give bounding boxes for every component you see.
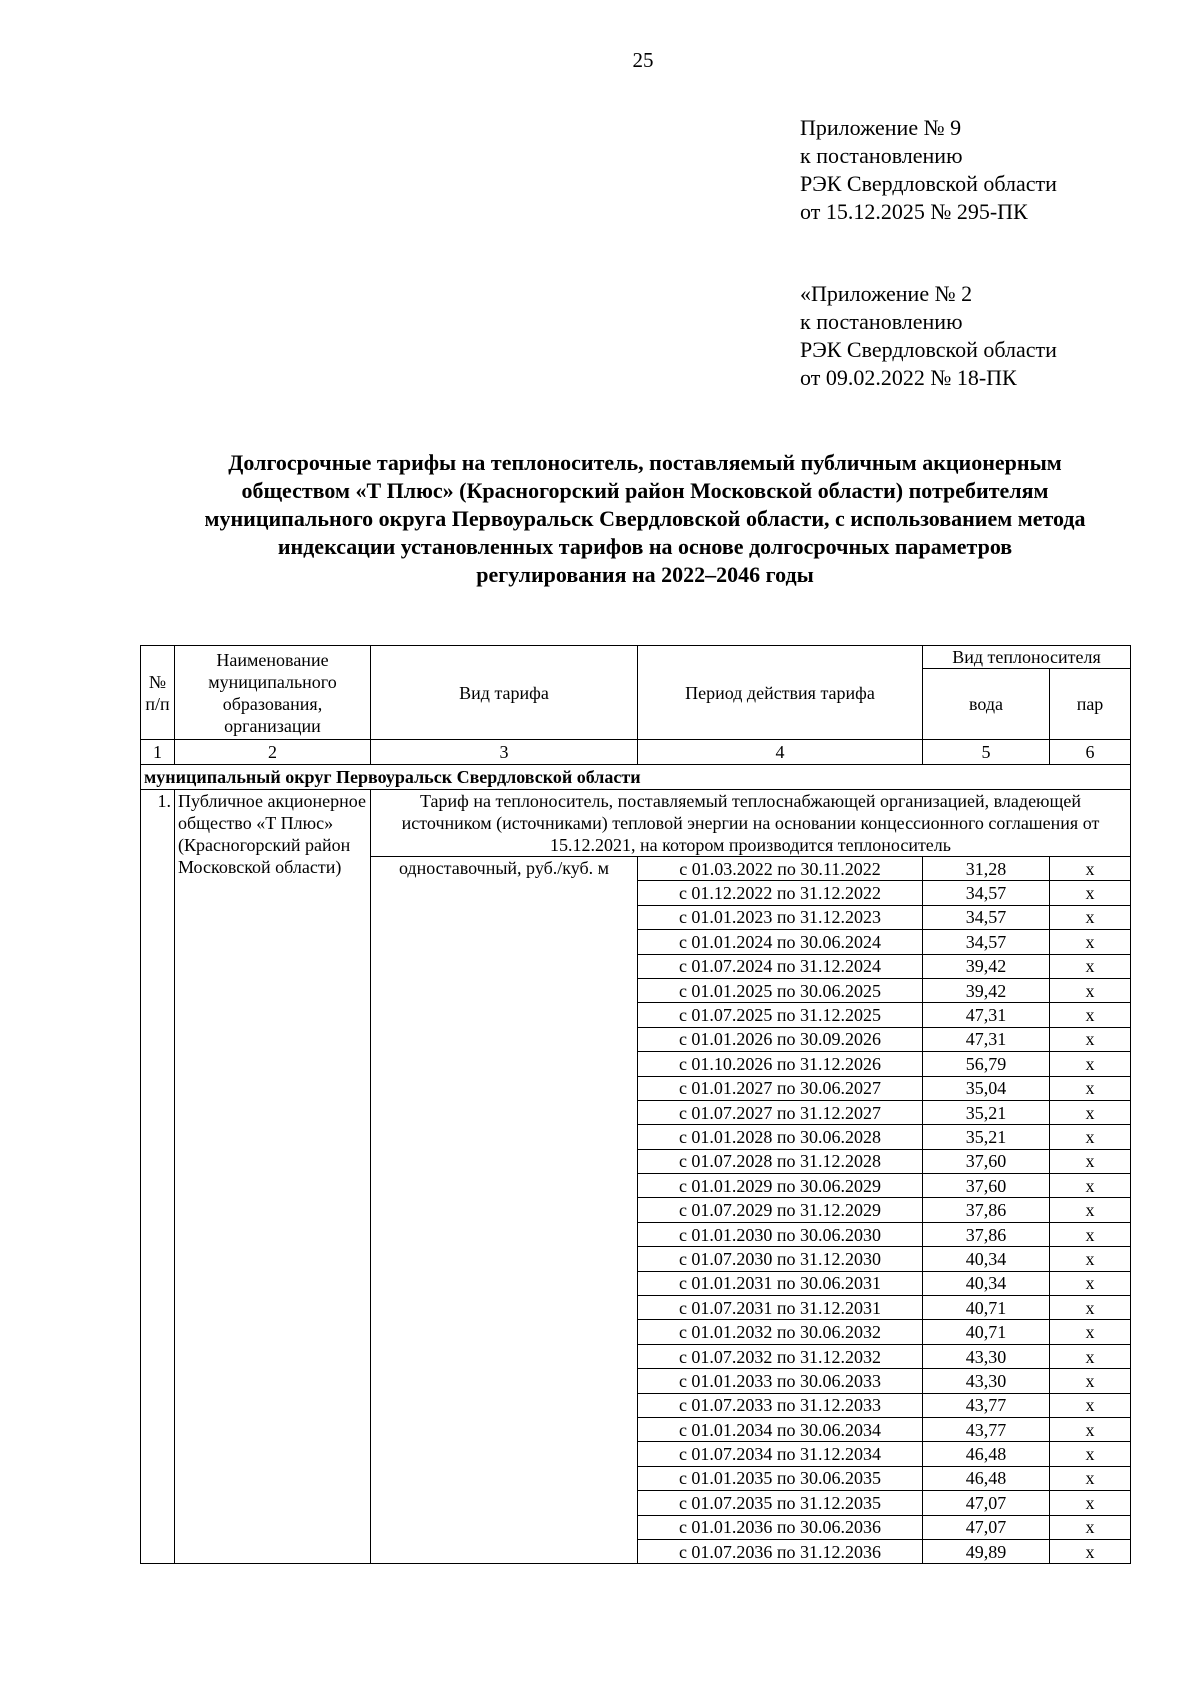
header-water: вода xyxy=(923,669,1050,740)
water-value: 35,04 xyxy=(923,1076,1050,1100)
column-number: 1 xyxy=(141,740,175,765)
column-number: 5 xyxy=(923,740,1050,765)
water-value: 31,28 xyxy=(923,857,1050,881)
header-steam: пар xyxy=(1050,669,1131,740)
steam-value: х xyxy=(1050,1296,1131,1320)
page-number: 25 xyxy=(632,48,654,72)
steam-value: х xyxy=(1050,930,1131,954)
period-cell: с 01.01.2025 по 30.06.2025 xyxy=(638,978,923,1002)
period-cell: с 01.07.2028 по 31.12.2028 xyxy=(638,1149,923,1173)
appendix-original-block xyxy=(800,280,1057,392)
water-value: 39,42 xyxy=(923,954,1050,978)
period-cell: с 01.01.2034 по 30.06.2034 xyxy=(638,1417,923,1441)
period-cell: с 01.07.2031 по 31.12.2031 xyxy=(638,1296,923,1320)
water-value: 43,77 xyxy=(923,1393,1050,1417)
period-cell: с 01.07.2029 по 31.12.2029 xyxy=(638,1198,923,1222)
period-cell: с 01.01.2035 по 30.06.2035 xyxy=(638,1466,923,1490)
steam-value: х xyxy=(1050,1222,1131,1246)
appendix-current-line: к постановлению xyxy=(800,143,963,168)
water-value: 37,86 xyxy=(923,1198,1050,1222)
header-kind: Вид тарифа xyxy=(371,646,638,740)
steam-value: х xyxy=(1050,954,1131,978)
period-cell: с 01.03.2022 по 30.11.2022 xyxy=(638,857,923,881)
column-number-row xyxy=(141,740,1131,765)
steam-value: х xyxy=(1050,1174,1131,1198)
steam-value: х xyxy=(1050,1417,1131,1441)
steam-value: х xyxy=(1050,1100,1131,1124)
period-cell: с 01.07.2025 по 31.12.2025 xyxy=(638,1003,923,1027)
water-value: 43,30 xyxy=(923,1369,1050,1393)
period-cell: с 01.01.2027 по 30.06.2027 xyxy=(638,1076,923,1100)
region-name: муниципальный округ Первоуральск Свердловской области xyxy=(141,765,1131,790)
period-cell: с 01.01.2026 по 30.09.2026 xyxy=(638,1027,923,1051)
water-value: 40,71 xyxy=(923,1320,1050,1344)
steam-value: х xyxy=(1050,1515,1131,1539)
appendix-original-line: к постановлению xyxy=(800,309,963,334)
water-value: 47,31 xyxy=(923,1003,1050,1027)
water-value: 35,21 xyxy=(923,1125,1050,1149)
period-cell: с 01.01.2028 по 30.06.2028 xyxy=(638,1125,923,1149)
appendix-current-block xyxy=(800,114,1057,226)
steam-value: х xyxy=(1050,1539,1131,1563)
period-cell: с 01.12.2022 по 31.12.2022 xyxy=(638,881,923,905)
steam-value: х xyxy=(1050,1271,1131,1295)
period-cell: с 01.01.2033 по 30.06.2033 xyxy=(638,1369,923,1393)
period-cell: с 01.07.2032 по 31.12.2032 xyxy=(638,1344,923,1368)
period-cell: с 01.01.2029 по 30.06.2029 xyxy=(638,1174,923,1198)
water-value: 34,57 xyxy=(923,881,1050,905)
period-cell: с 01.07.2033 по 31.12.2033 xyxy=(638,1393,923,1417)
period-cell: с 01.01.2036 по 30.06.2036 xyxy=(638,1515,923,1539)
title-line: Долгосрочные тарифы на теплоноситель, поставляемый публичным акционерным xyxy=(228,450,1062,475)
appendix-original-line: «Приложение № 2 xyxy=(800,281,973,306)
steam-value: х xyxy=(1050,1320,1131,1344)
appendix-current-line: Приложение № 9 xyxy=(800,115,962,140)
title-line: индексации установленных тарифов на основе долгосрочных параметров xyxy=(277,534,1013,559)
water-value: 37,60 xyxy=(923,1174,1050,1198)
document-title xyxy=(120,449,1170,589)
steam-value: х xyxy=(1050,1052,1131,1076)
steam-value: х xyxy=(1050,905,1131,929)
water-value: 40,34 xyxy=(923,1271,1050,1295)
column-number: 4 xyxy=(638,740,923,765)
water-value: 34,57 xyxy=(923,930,1050,954)
column-number: 3 xyxy=(371,740,638,765)
steam-value: х xyxy=(1050,1369,1131,1393)
period-cell: с 01.01.2032 по 30.06.2032 xyxy=(638,1320,923,1344)
water-value: 46,48 xyxy=(923,1442,1050,1466)
water-value: 47,07 xyxy=(923,1491,1050,1515)
region-row xyxy=(141,765,1131,790)
steam-value: х xyxy=(1050,1003,1131,1027)
water-value: 40,71 xyxy=(923,1296,1050,1320)
water-value: 47,31 xyxy=(923,1027,1050,1051)
column-number: 6 xyxy=(1050,740,1131,765)
tariff-description-row xyxy=(141,790,1131,857)
steam-value: х xyxy=(1050,978,1131,1002)
water-value: 37,86 xyxy=(923,1222,1050,1246)
water-value: 43,77 xyxy=(923,1417,1050,1441)
water-value: 43,30 xyxy=(923,1344,1050,1368)
appendix-current-line: от 15.12.2025 № 295-ПК xyxy=(800,199,1028,224)
steam-value: х xyxy=(1050,1149,1131,1173)
period-cell: с 01.07.2034 по 31.12.2034 xyxy=(638,1442,923,1466)
steam-value: х xyxy=(1050,1247,1131,1271)
header-name: Наименование муниципального образования, организации xyxy=(175,646,371,740)
water-value: 49,89 xyxy=(923,1539,1050,1563)
period-cell: с 01.07.2024 по 31.12.2024 xyxy=(638,954,923,978)
steam-value: х xyxy=(1050,1027,1131,1051)
tariff-kind: одноставочный, руб./куб. м xyxy=(371,857,638,1564)
water-value: 39,42 xyxy=(923,978,1050,1002)
water-value: 56,79 xyxy=(923,1052,1050,1076)
period-cell: с 01.07.2036 по 31.12.2036 xyxy=(638,1539,923,1563)
organization-name: Публичное акционерное общество «Т Плюс» (Красногорский район Московской области) xyxy=(175,790,371,1564)
water-value: 47,07 xyxy=(923,1515,1050,1539)
period-cell: с 01.10.2026 по 31.12.2026 xyxy=(638,1052,923,1076)
steam-value: х xyxy=(1050,1442,1131,1466)
item-number: 1. xyxy=(141,790,175,1564)
steam-value: х xyxy=(1050,1125,1131,1149)
appendix-original-line: от 09.02.2022 № 18-ПК xyxy=(800,365,1017,390)
period-cell: с 01.01.2024 по 30.06.2024 xyxy=(638,930,923,954)
water-value: 40,34 xyxy=(923,1247,1050,1271)
appendix-original-line: РЭК Свердловской области xyxy=(800,337,1057,362)
steam-value: х xyxy=(1050,1466,1131,1490)
water-value: 35,21 xyxy=(923,1100,1050,1124)
column-number: 2 xyxy=(175,740,371,765)
title-line: регулирования на 2022–2046 годы xyxy=(476,562,814,587)
tariff-table xyxy=(140,645,1131,1564)
water-value: 34,57 xyxy=(923,905,1050,929)
steam-value: х xyxy=(1050,857,1131,881)
water-value: 46,48 xyxy=(923,1466,1050,1490)
header-period: Период действия тарифа xyxy=(638,646,923,740)
water-value: 37,60 xyxy=(923,1149,1050,1173)
title-line: муниципального округа Первоуральск Свердловской области, с использованием метода xyxy=(204,506,1086,531)
period-cell: с 01.01.2031 по 30.06.2031 xyxy=(638,1271,923,1295)
steam-value: х xyxy=(1050,881,1131,905)
steam-value: х xyxy=(1050,1198,1131,1222)
period-cell: с 01.07.2030 по 31.12.2030 xyxy=(638,1247,923,1271)
period-cell: с 01.07.2035 по 31.12.2035 xyxy=(638,1491,923,1515)
tariff-description: Тариф на теплоноситель, поставляемый теплоснабжающей организацией, владеющей источником (источниками) тепловой энергии на основании концессионного соглашения от 15.12.2021, на котором производится теплоноситель xyxy=(371,790,1131,857)
header-carrier: Вид теплоносителя xyxy=(923,646,1131,669)
period-cell: с 01.01.2023 по 31.12.2023 xyxy=(638,905,923,929)
steam-value: х xyxy=(1050,1491,1131,1515)
appendix-current-line: РЭК Свердловской области xyxy=(800,171,1057,196)
period-cell: с 01.01.2030 по 30.06.2030 xyxy=(638,1222,923,1246)
period-cell: с 01.07.2027 по 31.12.2027 xyxy=(638,1100,923,1124)
header-no: № п/п xyxy=(141,646,175,740)
steam-value: х xyxy=(1050,1076,1131,1100)
table-header-row xyxy=(141,646,1131,669)
steam-value: х xyxy=(1050,1393,1131,1417)
steam-value: х xyxy=(1050,1344,1131,1368)
title-line: обществом «Т Плюс» (Красногорский район Московской области) потребителям xyxy=(241,478,1049,503)
